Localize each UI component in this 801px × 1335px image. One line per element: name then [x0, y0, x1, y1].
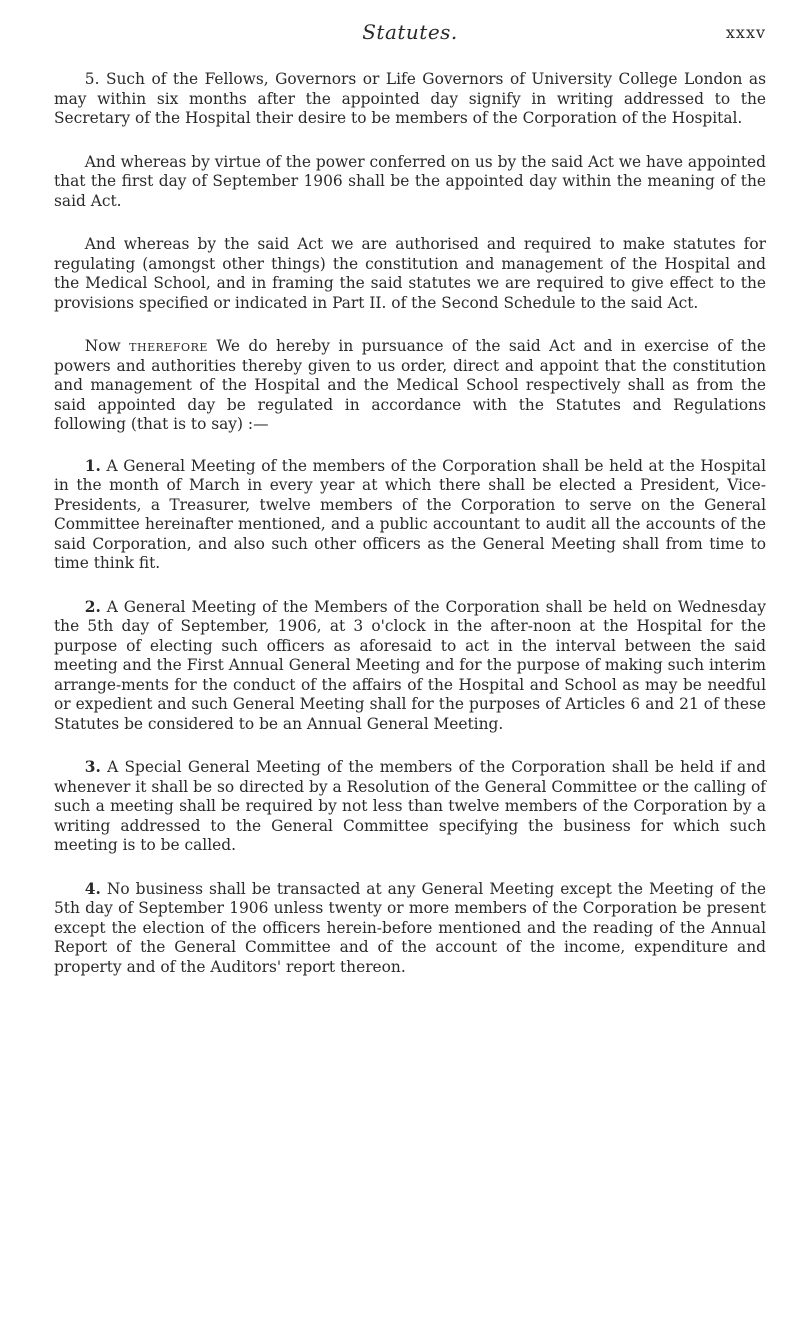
page-number: xxxv	[725, 23, 766, 42]
running-title: Statutes.	[362, 20, 458, 44]
article-number: 4.	[84, 879, 101, 898]
article-number: 2.	[84, 597, 101, 616]
paragraph-item-5: 5. Such of the Fellows, Governors or Life Governors of University College London as may within six months after the appointed day signify in writing addressed to the Secretary of the Hospital their desire to be members of the Corporation of the Hospital.	[54, 70, 766, 127]
article-2	[54, 598, 766, 735]
article-text: A General Meeting of the members of the Corporation shall be held at the Hospital in the month of March in every year at which there shall be elected a President, Vice-Presidents, a Treasurer, twelve members of the Corporation to serve on the General Committee hereinafter mentioned, and a public accountant to audit all the accounts of the said Corporation, and also such other officers as the General Meeting shall from time to time think fit.	[54, 456, 766, 572]
article-4	[54, 880, 766, 978]
paragraph-whereas-statutes: And whereas by the said Act we are authorised and required to make statutes for regulating (amongst other things) the constitution and management of the Hospital and the Medical School, and in framing the said statutes we are required to give effect to the provisions specified or indicated in Part II. of the Second Schedule to the said Act.	[54, 235, 766, 312]
article-1	[54, 457, 766, 574]
article-text: A General Meeting of the Members of the Corporation shall be held on Wednesday the 5th day of September, 1906, at 3 o'clock in the after-noon at the Hospital for the purpose of electing such officers as aforesaid to act in the interval between the said meeting and the First Annual General Meeting and for the purpose of making such interim arrange-ments for the conduct of the affairs of the Hospital and School as may be needful or expedient and such General Meeting shall for the purposes of Articles 6 and 21 of these Statutes be considered to be an Annual General Meeting.	[54, 597, 766, 733]
now-lead: Now	[84, 337, 121, 355]
article-text: No business shall be transacted at any General Meeting except the Meeting of the 5th day of September 1906 unless twenty or more members of the Corporation be present except the election of the officers herein-before mentioned and the reading of the Annual Report of the General Committee and of the account of the income, expenditure and property and of the Auditors' report thereon.	[54, 879, 766, 976]
article-text: A Special General Meeting of the members of the Corporation shall be held if and whenever it shall be so directed by a Resolution of the General Committee or the calling of such a meeting shall be required by not less than twelve members of the Corporation by a writing addressed to the General Committee specifying the business for which such meeting is to be called.	[54, 758, 766, 854]
paragraph-whereas-appointed-day: And whereas by virtue of the power conferred on us by the said Act we have appointed that the first day of September 1906 shall be the appointed day within the meaning of the said Act.	[54, 152, 766, 210]
now-therefore-smallcaps: therefore	[129, 337, 208, 355]
article-number: 3.	[84, 758, 101, 776]
article-3	[54, 758, 766, 856]
article-number: 1.	[84, 456, 101, 475]
document-page	[54, 20, 766, 977]
page-header	[54, 20, 766, 70]
now-therefore-text: We do hereby in pursuance of the said Act and in exercise of the powers and authorities thereby given to us order, direct and appoint that the constitution and management of the Hospital and the Medical School respectively shall as from the said appointed day be regulated in accordance with the Statutes and Regulations following (that is to say) :—	[54, 337, 766, 433]
paragraph-now-therefore	[54, 337, 766, 435]
